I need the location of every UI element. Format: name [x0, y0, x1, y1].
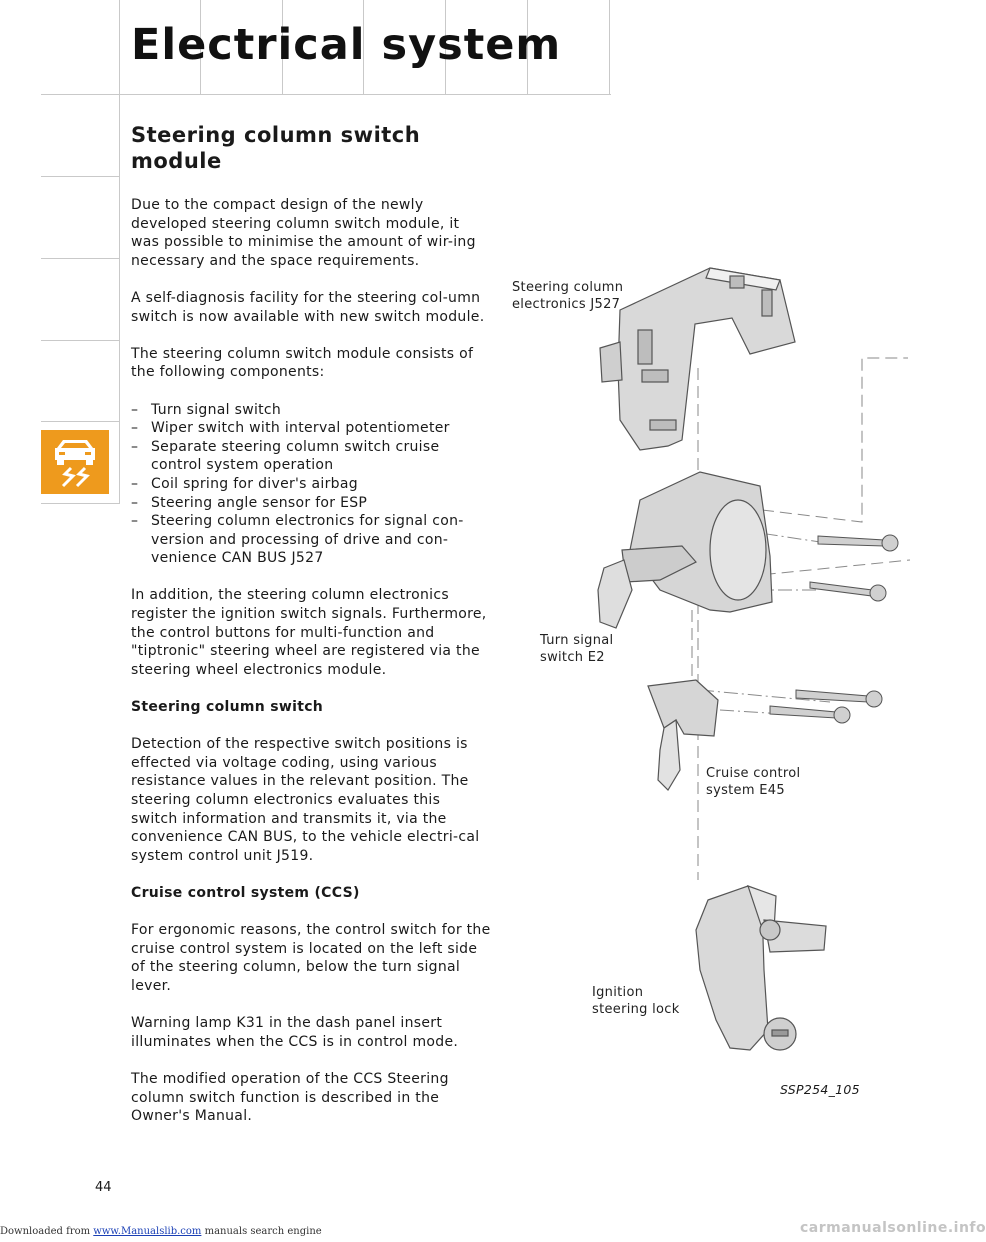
footer-suffix: manuals search engine [201, 1226, 322, 1237]
component-list [131, 401, 491, 568]
list-item [131, 494, 491, 513]
grid-left-rule [41, 421, 119, 422]
list-item [131, 401, 491, 420]
grid-left-rule [41, 503, 119, 504]
manualslib-link[interactable]: www.Manualslib.com [93, 1226, 202, 1237]
page-title: Electrical system [131, 20, 562, 70]
bullet-dash: – [131, 420, 139, 437]
watermark: carmanualsonline.info [800, 1220, 986, 1236]
ignition-lock-part [696, 886, 826, 1050]
turn-signal-switch-part [598, 472, 772, 628]
paragraph: Warning lamp K31 in the dash panel insert illuminates when the CCS is in control mode. [131, 1015, 459, 1050]
grid-left-rule [41, 340, 119, 341]
subheading-steering-column-switch: Steering column switch [131, 699, 324, 716]
footer-prefix: Downloaded from [0, 1226, 94, 1237]
callout-ignition-steering-lock: Ignition steering lock [592, 985, 680, 1017]
callout-steering-column-electronics: Steering column electronics J527 [512, 280, 624, 312]
list-item [131, 475, 491, 494]
bullet-dash: – [131, 475, 139, 492]
callout-turn-signal-switch: Turn signal switch E2 [540, 633, 614, 665]
list-item-text: Coil spring for diver's airbag [151, 475, 358, 492]
paragraph: A self-diagnosis facility for the steering col-umn switch is now available with new switch module. [131, 289, 485, 325]
list-item-text: Separate steering column switch cruise control system operation [151, 438, 440, 474]
paragraph: For ergonomic reasons, the control switch for the cruise control system is located on the left side of the steering column, below the turn signal lever. [131, 922, 491, 994]
list-item-text: Wiper switch with interval potentiometer [151, 420, 450, 437]
bullet-dash: – [131, 401, 139, 418]
list-item [131, 512, 491, 568]
list-item [131, 419, 491, 438]
car-skid-icon [41, 430, 109, 494]
grid-header-rule [41, 94, 611, 95]
list-item-text: Steering angle sensor for ESP [151, 494, 368, 511]
figure-reference: SSP254_105 [780, 1082, 860, 1097]
paragraph: In addition, the steering column electronics register the ignition switch signals. Furthermore, the control buttons for multi-function and "tiptronic" steering wheel are registered via the steering wheel electronics module. [131, 587, 487, 678]
list-item-text: Steering column electronics for signal con-version and processing of drive and con-venience CAN BUS J527 [151, 513, 464, 567]
subheading-cruise-control: Cruise control system (CCS) [131, 884, 360, 901]
paragraph: The modified operation of the CCS Steering column switch function is described in the Owner's Manual. [131, 1070, 449, 1125]
grid-top-line [119, 0, 120, 94]
bullet-dash: – [131, 494, 139, 511]
page-number: 44 [95, 1180, 112, 1195]
callout-cruise-control: Cruise control system E45 [706, 766, 801, 798]
section-tab [41, 430, 109, 494]
list-item [131, 438, 491, 475]
grid-left-rule [41, 176, 119, 177]
list-item-text: Turn signal switch [151, 401, 282, 418]
paragraph: The steering column switch module consists of the following components: [131, 345, 474, 381]
grid-left-rule [41, 258, 119, 259]
body-text [131, 196, 491, 1144]
bullet-dash: – [131, 438, 139, 455]
paragraph: Detection of the respective switch positions is effected via voltage coding, using various resistance values in the relevant position. The steering column electronics evaluates this switch information and transmits it, via the convenience CAN BUS, to the vehicle electri-cal system control unit J519. [131, 736, 480, 864]
grid-top-line [609, 0, 610, 94]
grid-left-rule [119, 94, 120, 504]
bullet-dash: – [131, 513, 139, 530]
download-footer [0, 1226, 322, 1237]
paragraph: Due to the compact design of the newly developed steering column switch module, it was possible to minimise the amount of wir-ing necessary and the space requirements. [131, 197, 476, 269]
section-heading: Steering column switch module [131, 123, 421, 173]
